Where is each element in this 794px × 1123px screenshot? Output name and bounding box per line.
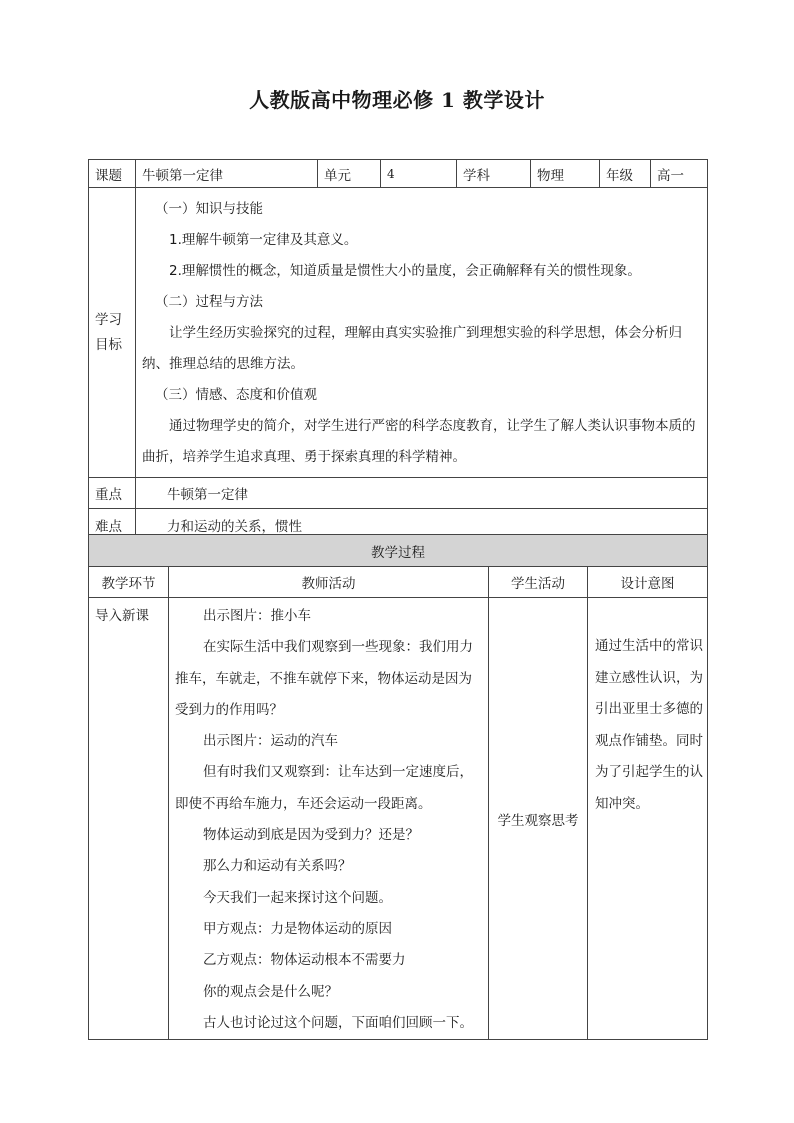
grade-value: 高一 <box>651 160 708 188</box>
objectives-content <box>136 188 708 478</box>
document-title: 人教版高中物理必修 1 教学设计 <box>249 88 545 112</box>
teacher-line: 出示图片：推小车 <box>203 608 311 624</box>
teacher-line: 在实际生活中我们观察到一些现象：我们用力推车，车就走，不推车就停下来，物体运动是因为受到力的作用吗？ <box>175 639 473 718</box>
key-point-label: 重点 <box>89 478 136 509</box>
student-activity: 学生观察思考 <box>489 598 588 1040</box>
objective-item: 1.理解牛顿第一定律及其意义。 <box>169 232 358 248</box>
topic-value: 牛顿第一定律 <box>136 160 318 188</box>
lesson-info-table <box>88 159 708 542</box>
teacher-line: 甲方观点：力是物体运动的原因 <box>203 920 392 937</box>
teacher-line: 那么力和运动有关系吗？ <box>203 858 352 875</box>
teaching-process-banner: 教学过程 <box>89 535 708 567</box>
teaching-process-table <box>88 534 708 1040</box>
process-header-row <box>89 567 708 598</box>
teacher-line: 你的观点会是什么呢？ <box>203 983 338 1000</box>
key-point-row <box>89 478 708 509</box>
design-intent <box>588 598 708 1040</box>
subject-value: 物理 <box>531 160 600 188</box>
teacher-line: 但有时我们又观察到：让车达到一定速度后，即使不再给车施力，车还会运动一段距离。 <box>175 764 473 812</box>
header-teacher-activity: 教师活动 <box>169 567 489 598</box>
difficulty-label: 难点 <box>89 509 136 542</box>
header-design-intent: 设计意图 <box>588 567 708 598</box>
objective-item: 2.理解惯性的概念，知道质量是惯性大小的量度，会正确解释有关的惯性现象。 <box>169 263 641 279</box>
stage-label: 导入新课 <box>89 598 169 1040</box>
objectives-row <box>89 188 708 478</box>
teacher-line: 乙方观点：物体运动根本不需要力 <box>203 952 406 969</box>
teacher-activity <box>169 598 489 1040</box>
unit-value: 4 <box>381 160 457 188</box>
objective-item: 让学生经历实验探究的过程，理解由真实实验推广到理想实验的科学思想，体会分析归纳、推理总结的思维方法。 <box>142 325 682 372</box>
teacher-line: 今天我们一起来探讨这个问题。 <box>203 889 392 906</box>
unit-label: 单元 <box>318 160 381 188</box>
subject-label: 学科 <box>457 160 531 188</box>
objectives-label: 学习 目标 <box>89 188 136 478</box>
objective-heading: （三）情感、态度和价值观 <box>155 387 317 403</box>
objective-item: 通过物理学史的简介，对学生进行严密的科学态度教育，让学生了解人类认识事物本质的曲折，培养学生追求真理、勇于探索真理的科学精神。 <box>142 418 696 465</box>
key-point-value: 牛顿第一定律 <box>136 478 708 509</box>
topic-label: 课题 <box>89 160 136 188</box>
teacher-line: 物体运动到底是因为受到力？还是？ <box>203 827 419 844</box>
grade-label: 年级 <box>600 160 651 188</box>
objective-heading: （一）知识与技能 <box>155 201 263 217</box>
header-stage: 教学环节 <box>89 567 169 598</box>
difficulty-value: 力和运动的关系，惯性 <box>136 509 708 542</box>
design-intent-text: 通过生活中的常识建立感性认识，为引出亚里士多德的观点作铺垫。同时为了引起学生的认知冲突。 <box>595 638 703 812</box>
teacher-line: 古人也讨论过这个问题，下面咱们回顾一下。 <box>203 1014 473 1031</box>
objective-heading: （二）过程与方法 <box>155 294 263 310</box>
info-header-row <box>89 160 708 188</box>
teacher-line: 出示图片：运动的汽车 <box>203 733 338 750</box>
header-student-activity: 学生活动 <box>489 567 588 598</box>
intro-row <box>89 598 708 1040</box>
